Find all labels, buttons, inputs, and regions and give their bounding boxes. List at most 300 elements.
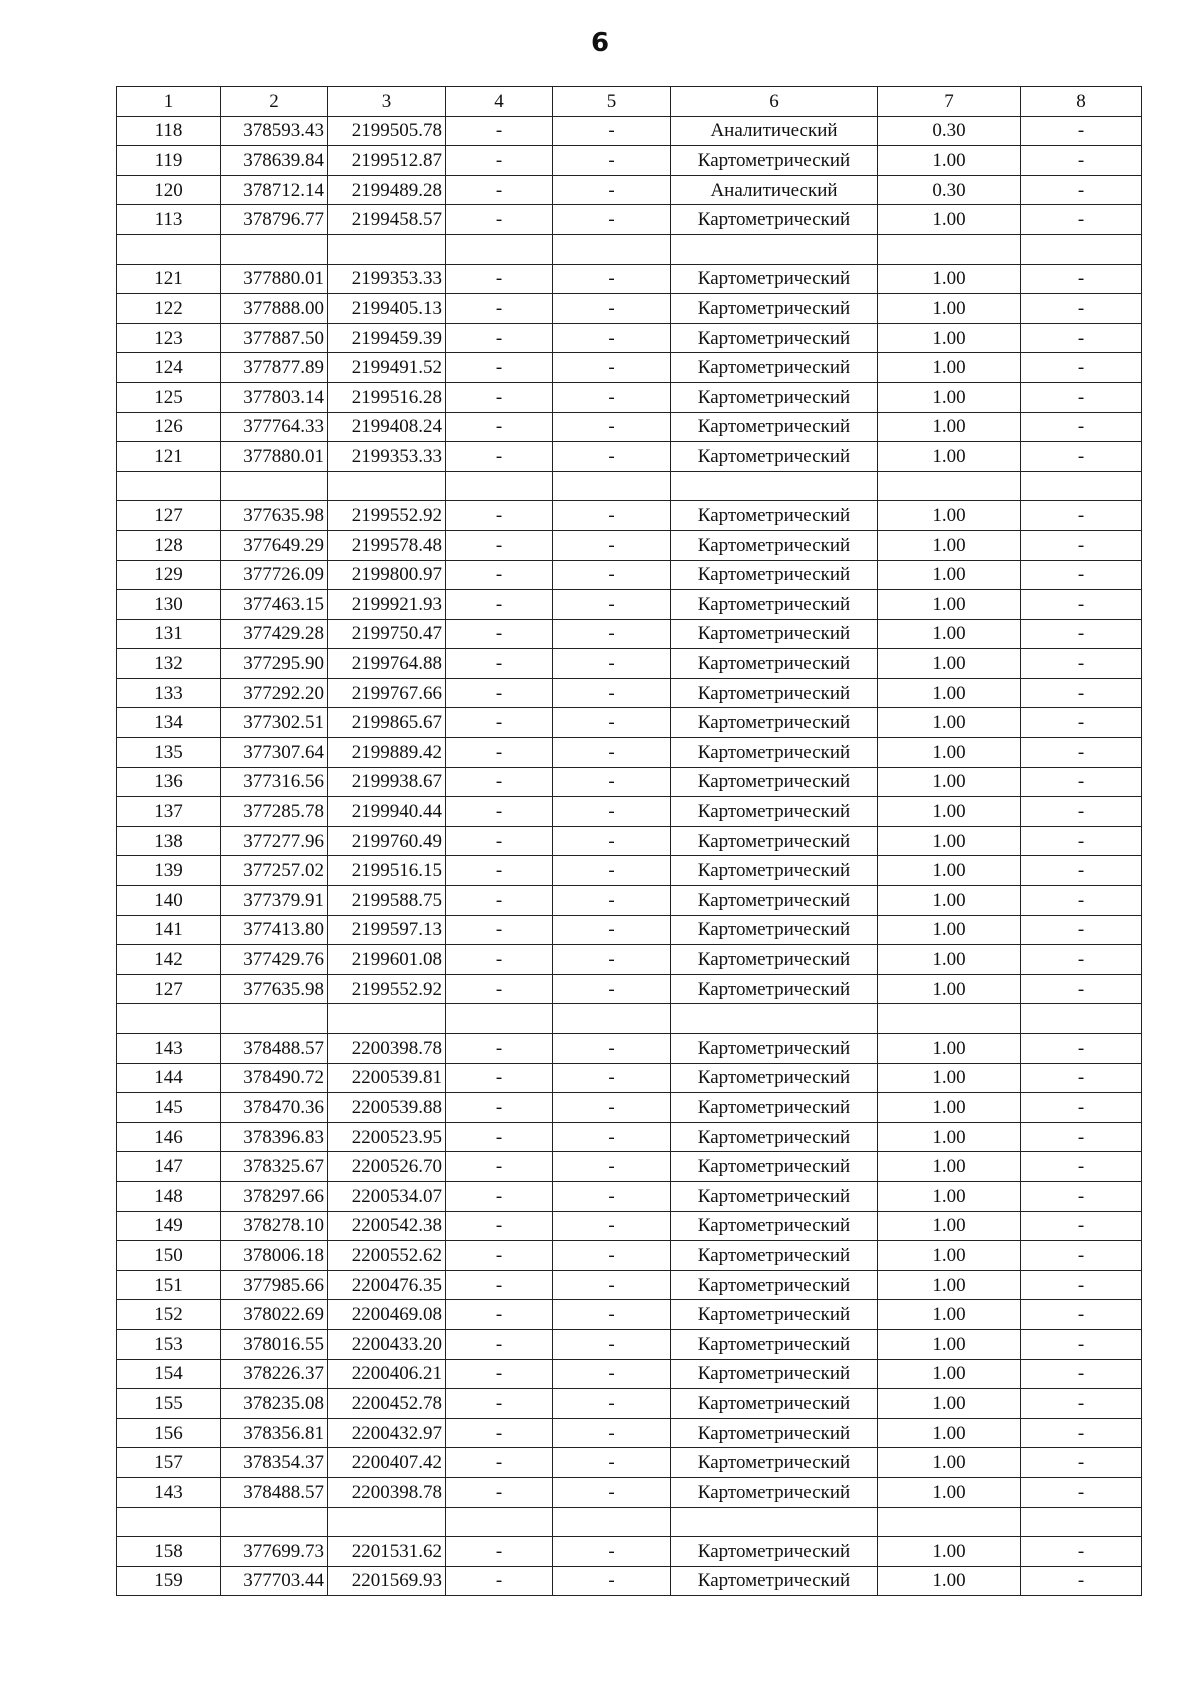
y-coordinate-cell: 2199516.15: [328, 856, 446, 886]
point-number-cell: 130: [117, 590, 221, 620]
separator-row: [117, 1004, 1142, 1034]
y-coordinate-cell: 2199921.93: [328, 590, 446, 620]
method-cell: Картометрический: [671, 649, 878, 679]
column-5-cell: -: [553, 116, 671, 146]
separator-row: [117, 1507, 1142, 1537]
y-coordinate-cell: 2199505.78: [328, 116, 446, 146]
column-4-cell: -: [446, 442, 553, 472]
x-coordinate-cell: 377379.91: [221, 886, 328, 916]
column-4-cell: -: [446, 1537, 553, 1567]
accuracy-cell: 1.00: [878, 797, 1021, 827]
table-row: [117, 1329, 1142, 1359]
accuracy-cell: 1.00: [878, 590, 1021, 620]
x-coordinate-cell: [221, 234, 328, 264]
column-8-cell: -: [1021, 1448, 1142, 1478]
point-number-cell: 119: [117, 146, 221, 176]
column-8-cell: -: [1021, 945, 1142, 975]
x-coordinate-cell: 378488.57: [221, 1034, 328, 1064]
column-5-cell: -: [553, 619, 671, 649]
y-coordinate-cell: 2199865.67: [328, 708, 446, 738]
table-row: [117, 797, 1142, 827]
method-cell: Картометрический: [671, 826, 878, 856]
column-5-cell: -: [553, 1270, 671, 1300]
x-coordinate-cell: 377429.28: [221, 619, 328, 649]
column-4-cell: -: [446, 1152, 553, 1182]
y-coordinate-cell: 2199597.13: [328, 915, 446, 945]
y-coordinate-cell: 2199458.57: [328, 205, 446, 235]
point-number-cell: 124: [117, 353, 221, 383]
column-8-cell: -: [1021, 619, 1142, 649]
table-row: [117, 353, 1142, 383]
column-4-cell: -: [446, 945, 553, 975]
column-5-cell: -: [553, 264, 671, 294]
x-coordinate-cell: 377316.56: [221, 767, 328, 797]
y-coordinate-cell: 2200407.42: [328, 1448, 446, 1478]
table-row: [117, 1537, 1142, 1567]
x-coordinate-cell: 378488.57: [221, 1477, 328, 1507]
column-4-cell: -: [446, 382, 553, 412]
column-4-cell: -: [446, 1389, 553, 1419]
column-header-5: 5: [553, 87, 671, 117]
column-4-cell: -: [446, 1359, 553, 1389]
accuracy-cell: 1.00: [878, 1093, 1021, 1123]
column-4-cell: -: [446, 1093, 553, 1123]
column-header-2: 2: [221, 87, 328, 117]
table-row: [117, 501, 1142, 531]
x-coordinate-cell: 378796.77: [221, 205, 328, 235]
x-coordinate-cell: 378593.43: [221, 116, 328, 146]
coordinates-table: [116, 86, 1142, 1596]
method-cell: Картометрический: [671, 353, 878, 383]
column-header-7: 7: [878, 87, 1021, 117]
column-5-cell: -: [553, 175, 671, 205]
column-4-cell: -: [446, 146, 553, 176]
accuracy-cell: 1.00: [878, 678, 1021, 708]
column-header-6: 6: [671, 87, 878, 117]
column-4-cell: [446, 234, 553, 264]
column-8-cell: [1021, 1507, 1142, 1537]
column-8-cell: -: [1021, 382, 1142, 412]
column-8-cell: -: [1021, 1241, 1142, 1271]
method-cell: Картометрический: [671, 619, 878, 649]
y-coordinate-cell: 2200542.38: [328, 1211, 446, 1241]
column-4-cell: -: [446, 590, 553, 620]
column-5-cell: -: [553, 1448, 671, 1478]
method-cell: Картометрический: [671, 323, 878, 353]
y-coordinate-cell: 2199578.48: [328, 530, 446, 560]
x-coordinate-cell: 377257.02: [221, 856, 328, 886]
table-row: [117, 1359, 1142, 1389]
accuracy-cell: 1.00: [878, 1063, 1021, 1093]
point-number-cell: 140: [117, 886, 221, 916]
x-coordinate-cell: 377295.90: [221, 649, 328, 679]
point-number-cell: 120: [117, 175, 221, 205]
point-number-cell: 150: [117, 1241, 221, 1271]
point-number-cell: 118: [117, 116, 221, 146]
column-4-cell: -: [446, 856, 553, 886]
column-5-cell: [553, 471, 671, 501]
accuracy-cell: 1.00: [878, 323, 1021, 353]
accuracy-cell: 1.00: [878, 1418, 1021, 1448]
accuracy-cell: 1.00: [878, 1389, 1021, 1419]
method-cell: Картометрический: [671, 767, 878, 797]
y-coordinate-cell: 2200534.07: [328, 1181, 446, 1211]
y-coordinate-cell: 2199800.97: [328, 560, 446, 590]
column-5-cell: -: [553, 1537, 671, 1567]
accuracy-cell: 1.00: [878, 146, 1021, 176]
column-5-cell: -: [553, 1418, 671, 1448]
table-row: [117, 708, 1142, 738]
column-5-cell: -: [553, 146, 671, 176]
y-coordinate-cell: 2199405.13: [328, 294, 446, 324]
method-cell: Картометрический: [671, 1211, 878, 1241]
method-cell: Картометрический: [671, 1122, 878, 1152]
accuracy-cell: 1.00: [878, 1300, 1021, 1330]
y-coordinate-cell: 2199750.47: [328, 619, 446, 649]
column-4-cell: -: [446, 1566, 553, 1596]
column-5-cell: -: [553, 826, 671, 856]
table-row: [117, 915, 1142, 945]
accuracy-cell: 1.00: [878, 1122, 1021, 1152]
column-5-cell: -: [553, 915, 671, 945]
point-number-cell: 157: [117, 1448, 221, 1478]
column-4-cell: -: [446, 264, 553, 294]
column-8-cell: -: [1021, 856, 1142, 886]
x-coordinate-cell: 378006.18: [221, 1241, 328, 1271]
table-row: [117, 738, 1142, 768]
column-4-cell: -: [446, 175, 553, 205]
x-coordinate-cell: 377880.01: [221, 264, 328, 294]
column-8-cell: -: [1021, 501, 1142, 531]
column-4-cell: -: [446, 886, 553, 916]
column-4-cell: -: [446, 1418, 553, 1448]
method-cell: Картометрический: [671, 294, 878, 324]
point-number-cell: 159: [117, 1566, 221, 1596]
table-row: [117, 590, 1142, 620]
column-4-cell: -: [446, 116, 553, 146]
x-coordinate-cell: 377887.50: [221, 323, 328, 353]
column-8-cell: -: [1021, 1034, 1142, 1064]
column-5-cell: -: [553, 560, 671, 590]
column-5-cell: -: [553, 1152, 671, 1182]
column-8-cell: -: [1021, 1418, 1142, 1448]
accuracy-cell: 1.00: [878, 205, 1021, 235]
column-8-cell: -: [1021, 767, 1142, 797]
point-number-cell: 133: [117, 678, 221, 708]
y-coordinate-cell: 2200526.70: [328, 1152, 446, 1182]
y-coordinate-cell: 2199408.24: [328, 412, 446, 442]
point-number-cell: 127: [117, 501, 221, 531]
point-number-cell: 134: [117, 708, 221, 738]
point-number-cell: 143: [117, 1034, 221, 1064]
method-cell: [671, 234, 878, 264]
column-8-cell: -: [1021, 826, 1142, 856]
column-4-cell: -: [446, 1329, 553, 1359]
x-coordinate-cell: 378639.84: [221, 146, 328, 176]
x-coordinate-cell: 377635.98: [221, 501, 328, 531]
point-number-cell: 148: [117, 1181, 221, 1211]
x-coordinate-cell: 377703.44: [221, 1566, 328, 1596]
table-row: [117, 146, 1142, 176]
point-number-cell: 136: [117, 767, 221, 797]
x-coordinate-cell: [221, 1004, 328, 1034]
column-8-cell: -: [1021, 294, 1142, 324]
page-number: 6: [590, 28, 610, 58]
table-header: [117, 87, 1142, 117]
point-number-cell: 142: [117, 945, 221, 975]
column-4-cell: -: [446, 797, 553, 827]
column-8-cell: -: [1021, 590, 1142, 620]
accuracy-cell: 1.00: [878, 501, 1021, 531]
column-8-cell: -: [1021, 1093, 1142, 1123]
accuracy-cell: 1.00: [878, 1270, 1021, 1300]
accuracy-cell: 1.00: [878, 738, 1021, 768]
x-coordinate-cell: 378470.36: [221, 1093, 328, 1123]
method-cell: Картометрический: [671, 1034, 878, 1064]
accuracy-cell: 1.00: [878, 1477, 1021, 1507]
table-row: [117, 619, 1142, 649]
method-cell: Картометрический: [671, 1063, 878, 1093]
method-cell: Картометрический: [671, 1181, 878, 1211]
y-coordinate-cell: 2201569.93: [328, 1566, 446, 1596]
column-5-cell: -: [553, 1241, 671, 1271]
column-5-cell: -: [553, 501, 671, 531]
table-row: [117, 767, 1142, 797]
point-number-cell: 146: [117, 1122, 221, 1152]
accuracy-cell: 1.00: [878, 1448, 1021, 1478]
method-cell: Картометрический: [671, 1418, 878, 1448]
point-number-cell: 156: [117, 1418, 221, 1448]
column-4-cell: -: [446, 738, 553, 768]
separator-row: [117, 471, 1142, 501]
column-8-cell: -: [1021, 116, 1142, 146]
y-coordinate-cell: 2199938.67: [328, 767, 446, 797]
point-number-cell: 129: [117, 560, 221, 590]
point-number-cell: 113: [117, 205, 221, 235]
method-cell: Картометрический: [671, 205, 878, 235]
column-8-cell: -: [1021, 974, 1142, 1004]
method-cell: Картометрический: [671, 1300, 878, 1330]
point-number-cell: 121: [117, 264, 221, 294]
column-5-cell: -: [553, 1122, 671, 1152]
y-coordinate-cell: 2200476.35: [328, 1270, 446, 1300]
x-coordinate-cell: 378356.81: [221, 1418, 328, 1448]
accuracy-cell: 1.00: [878, 1034, 1021, 1064]
column-5-cell: -: [553, 323, 671, 353]
point-number-cell: 149: [117, 1211, 221, 1241]
column-8-cell: -: [1021, 146, 1142, 176]
column-5-cell: -: [553, 1477, 671, 1507]
method-cell: Картометрический: [671, 915, 878, 945]
table-row: [117, 1270, 1142, 1300]
point-number-cell: 155: [117, 1389, 221, 1419]
table-row: [117, 264, 1142, 294]
method-cell: Картометрический: [671, 945, 878, 975]
column-5-cell: -: [553, 1063, 671, 1093]
y-coordinate-cell: 2199552.92: [328, 501, 446, 531]
point-number-cell: 141: [117, 915, 221, 945]
accuracy-cell: 1.00: [878, 353, 1021, 383]
table-row: [117, 1093, 1142, 1123]
point-number-cell: 121: [117, 442, 221, 472]
accuracy-cell: 1.00: [878, 1211, 1021, 1241]
table-row: [117, 1300, 1142, 1330]
method-cell: Картометрический: [671, 590, 878, 620]
table-row: [117, 1181, 1142, 1211]
column-4-cell: -: [446, 1181, 553, 1211]
accuracy-cell: [878, 1004, 1021, 1034]
column-8-cell: -: [1021, 1063, 1142, 1093]
column-4-cell: -: [446, 1211, 553, 1241]
column-8-cell: -: [1021, 442, 1142, 472]
y-coordinate-cell: 2200552.62: [328, 1241, 446, 1271]
accuracy-cell: [878, 471, 1021, 501]
column-5-cell: [553, 1507, 671, 1537]
method-cell: Картометрический: [671, 560, 878, 590]
point-number-cell: [117, 471, 221, 501]
column-8-cell: -: [1021, 323, 1142, 353]
column-8-cell: -: [1021, 175, 1142, 205]
method-cell: Картометрический: [671, 1537, 878, 1567]
y-coordinate-cell: 2199353.33: [328, 264, 446, 294]
x-coordinate-cell: [221, 471, 328, 501]
y-coordinate-cell: 2200539.81: [328, 1063, 446, 1093]
table-row: [117, 1152, 1142, 1182]
point-number-cell: 123: [117, 323, 221, 353]
x-coordinate-cell: 377764.33: [221, 412, 328, 442]
column-4-cell: -: [446, 619, 553, 649]
y-coordinate-cell: [328, 234, 446, 264]
column-4-cell: -: [446, 530, 553, 560]
method-cell: Картометрический: [671, 382, 878, 412]
column-5-cell: -: [553, 945, 671, 975]
column-8-cell: -: [1021, 915, 1142, 945]
x-coordinate-cell: 378022.69: [221, 1300, 328, 1330]
column-8-cell: [1021, 471, 1142, 501]
accuracy-cell: 1.00: [878, 530, 1021, 560]
separator-row: [117, 234, 1142, 264]
y-coordinate-cell: 2199760.49: [328, 826, 446, 856]
table-row: [117, 886, 1142, 916]
accuracy-cell: 1.00: [878, 442, 1021, 472]
column-4-cell: -: [446, 1300, 553, 1330]
y-coordinate-cell: 2199764.88: [328, 649, 446, 679]
method-cell: Картометрический: [671, 886, 878, 916]
point-number-cell: [117, 1507, 221, 1537]
table-row: [117, 974, 1142, 1004]
column-5-cell: -: [553, 590, 671, 620]
table-row: [117, 1389, 1142, 1419]
column-5-cell: -: [553, 678, 671, 708]
method-cell: Картометрический: [671, 412, 878, 442]
column-4-cell: -: [446, 1477, 553, 1507]
column-5-cell: -: [553, 1389, 671, 1419]
column-5-cell: -: [553, 974, 671, 1004]
accuracy-cell: 1.00: [878, 1329, 1021, 1359]
point-number-cell: 126: [117, 412, 221, 442]
column-8-cell: [1021, 234, 1142, 264]
accuracy-cell: 1.00: [878, 708, 1021, 738]
table-row: [117, 945, 1142, 975]
column-5-cell: -: [553, 205, 671, 235]
column-4-cell: -: [446, 649, 553, 679]
y-coordinate-cell: 2199601.08: [328, 945, 446, 975]
table-row: [117, 116, 1142, 146]
method-cell: Картометрический: [671, 974, 878, 1004]
x-coordinate-cell: 377877.89: [221, 353, 328, 383]
column-4-cell: [446, 471, 553, 501]
point-number-cell: 125: [117, 382, 221, 412]
accuracy-cell: 1.00: [878, 294, 1021, 324]
column-8-cell: -: [1021, 412, 1142, 442]
table-row: [117, 1241, 1142, 1271]
table-row: [117, 1211, 1142, 1241]
column-8-cell: -: [1021, 1537, 1142, 1567]
x-coordinate-cell: 378490.72: [221, 1063, 328, 1093]
x-coordinate-cell: 377699.73: [221, 1537, 328, 1567]
method-cell: Картометрический: [671, 1566, 878, 1596]
y-coordinate-cell: 2200469.08: [328, 1300, 446, 1330]
column-4-cell: [446, 1507, 553, 1537]
table-row: [117, 175, 1142, 205]
column-5-cell: -: [553, 738, 671, 768]
table-row: [117, 412, 1142, 442]
x-coordinate-cell: 378226.37: [221, 1359, 328, 1389]
method-cell: Картометрический: [671, 738, 878, 768]
x-coordinate-cell: 377285.78: [221, 797, 328, 827]
table-row: [117, 678, 1142, 708]
column-5-cell: -: [553, 382, 671, 412]
column-8-cell: -: [1021, 1389, 1142, 1419]
column-5-cell: -: [553, 1566, 671, 1596]
column-5-cell: -: [553, 886, 671, 916]
column-5-cell: -: [553, 767, 671, 797]
column-4-cell: -: [446, 826, 553, 856]
point-number-cell: 127: [117, 974, 221, 1004]
column-8-cell: -: [1021, 264, 1142, 294]
method-cell: Картометрический: [671, 264, 878, 294]
x-coordinate-cell: 377726.09: [221, 560, 328, 590]
table-row: [117, 826, 1142, 856]
column-5-cell: -: [553, 294, 671, 324]
column-5-cell: -: [553, 1329, 671, 1359]
point-number-cell: 122: [117, 294, 221, 324]
column-4-cell: -: [446, 1270, 553, 1300]
column-5-cell: -: [553, 353, 671, 383]
accuracy-cell: 1.00: [878, 826, 1021, 856]
column-5-cell: -: [553, 708, 671, 738]
column-5-cell: [553, 234, 671, 264]
point-number-cell: 143: [117, 1477, 221, 1507]
table-row: [117, 1448, 1142, 1478]
x-coordinate-cell: 377888.00: [221, 294, 328, 324]
column-header-8: 8: [1021, 87, 1142, 117]
method-cell: [671, 1004, 878, 1034]
accuracy-cell: 1.00: [878, 767, 1021, 797]
column-8-cell: -: [1021, 1566, 1142, 1596]
x-coordinate-cell: 378297.66: [221, 1181, 328, 1211]
point-number-cell: 152: [117, 1300, 221, 1330]
column-8-cell: -: [1021, 886, 1142, 916]
method-cell: Картометрический: [671, 678, 878, 708]
x-coordinate-cell: [221, 1507, 328, 1537]
method-cell: Картометрический: [671, 146, 878, 176]
column-4-cell: -: [446, 353, 553, 383]
accuracy-cell: 1.00: [878, 1566, 1021, 1596]
point-number-cell: 153: [117, 1329, 221, 1359]
method-cell: Картометрический: [671, 1389, 878, 1419]
column-8-cell: -: [1021, 560, 1142, 590]
